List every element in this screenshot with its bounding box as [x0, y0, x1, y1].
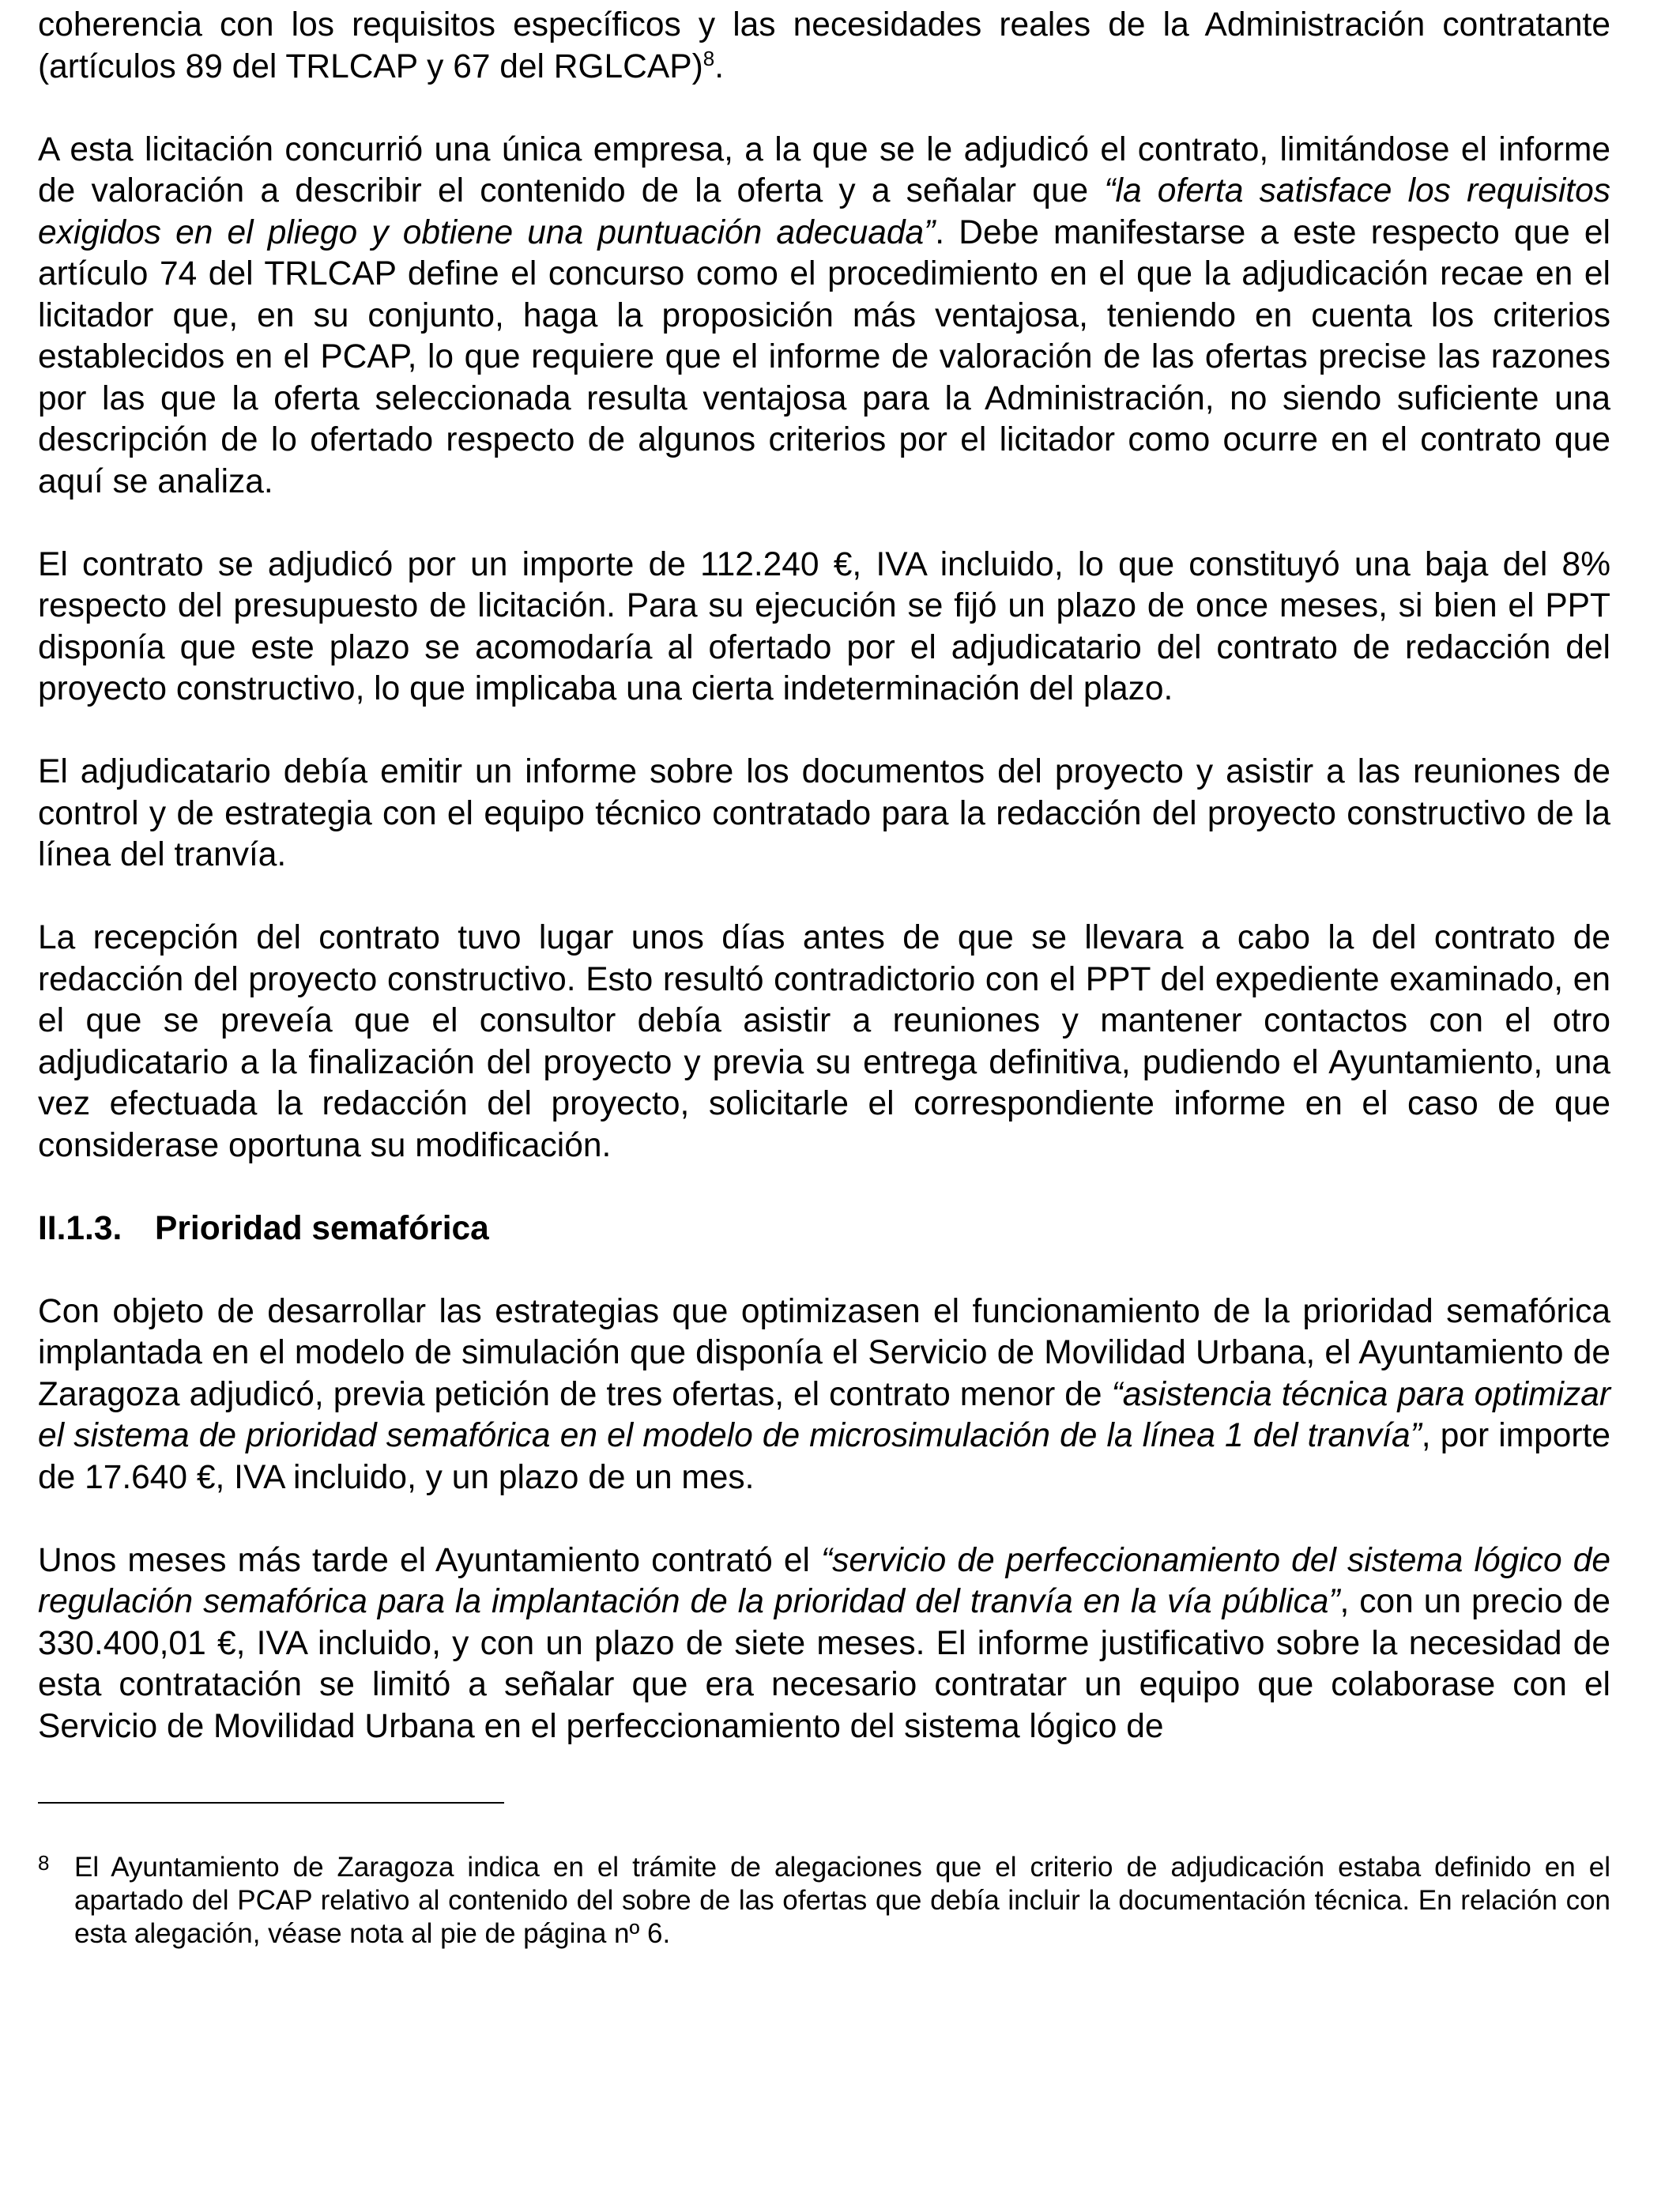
paragraph [38, 1540, 1610, 1748]
quoted-text: “la oferta satisface los requisitos exigidos en el pliego y obtiene una puntuación adecuada” [38, 172, 1610, 251]
section-heading-title: Prioridad semafórica [155, 1209, 489, 1247]
footnote [38, 1851, 1610, 1951]
paragraph [38, 752, 1610, 876]
text-run: Unos meses más tarde el Ayuntamiento contrató el [38, 1541, 822, 1579]
document-page [38, 5, 1610, 1789]
paragraph [38, 918, 1610, 1167]
text-run: La recepción del contrato tuvo lugar unos días antes de que se llevara a cabo la del contrato de redacción del proyecto constructivo. Esto resultó contradictorio con el PPT del expediente examinado, en el que se preveía que el consultor debía asistir a reuniones y mantener contactos con el otro adjudicatario a la finalización del proyecto y previa su entrega definitiva, pudiendo el Ayuntamiento, una vez efectuada la redacción del proyecto, solicitarle el correspondiente informe en el caso de que considerase oportuna su modificación. [38, 919, 1610, 1164]
section-heading-number: II.1.3. [38, 1209, 122, 1247]
text-run: . [714, 47, 725, 85]
text-run: El adjudicatario debía emitir un informe sobre los documentos del proyecto y asistir a las reuniones de control y de estrategia con el equipo técnico contratado para la redacción del proyecto constructivo de la línea del tranvía. [38, 753, 1610, 873]
footnote-mark: 8 [38, 1851, 50, 1875]
footnote-separator [38, 1802, 504, 1804]
text-run: coherencia con los requisitos específicos y las necesidades reales de la Administración contratante (artículos 89 del TRLCAP y 67 del RGLCAP) [38, 6, 1610, 85]
paragraph [38, 130, 1610, 503]
text-run: Con objeto de desarrollar las estrategias que optimizasen el funcionamiento de la prioridad semafórica implantada en el modelo de simulación que disponía el Servicio de Movilidad Urbana, el Ayuntamiento de Zaragoza adjudicó, previa petición de tres ofertas, el contrato menor de [38, 1292, 1610, 1413]
footnote-text: El Ayuntamiento de Zaragoza indica en el trámite de alegaciones que el criterio de adjudicación estaba definido en el apartado del PCAP relativo al contenido del sobre de las ofertas que debía incluir la documentación técnica. En relación con esta alegación, véase nota al pie de página nº 6. [74, 1852, 1610, 1949]
text-run: El contrato se adjudicó por un importe de 112.240 €, IVA incluido, lo que constituyó una baja del 8% respecto del presupuesto de licitación. Para su ejecución se fijó un plazo de once meses, si bien el PPT disponía que este plazo se acomodaría al ofertado por el adjudicatario del contrato de redacción del proyecto constructivo, lo que implicaba una cierta indeterminación del plazo. [38, 545, 1610, 707]
body-text-after-heading [38, 1291, 1610, 1748]
text-run: , con un precio de 330.400,01 €, IVA incluido, y con un plazo de siete meses. El informe justificativo sobre la necesidad de esta contratación se limitó a señalar que era necesario contratar un equipo que colaborase con el Servicio de Movilidad Urbana en el perfeccionamiento del sistema lógico de [38, 1583, 1610, 1745]
paragraph [38, 545, 1610, 711]
section-heading [38, 1208, 1610, 1250]
text-run: A esta licitación concurrió una única empresa, a la que se le adjudicó el contrato, limitándose el informe de valoración a describir el contenido de la oferta y a señalar que [38, 130, 1610, 209]
text-run: . Debe manifestarse a este respecto que el artículo 74 del TRLCAP define el concurso como el procedimiento en el que la adjudicación recae en el licitador que, en su conjunto, haga la proposición más ventajosa, teniendo en cuenta los criterios establecidos en el PCAP, lo que requiere que el informe de valoración de las ofertas precise las razones por las que la oferta seleccionada resulta ventajosa para la Administración, no siendo suficiente una descripción de lo ofertado respecto de algunos criterios por el licitador como ocurre en el contrato que aquí se analiza. [38, 213, 1610, 500]
text-run: , por importe de 17.640 €, IVA incluido, y un plazo de un mes. [38, 1417, 1610, 1496]
quoted-text: “servicio de perfeccionamiento del sistema lógico de regulación semafórica para la implantación de la prioridad del tranvía en la vía pública” [38, 1541, 1611, 1620]
paragraph [38, 5, 1610, 88]
quoted-text: “asistencia técnica para optimizar el sistema de prioridad semafórica en el modelo de microsimulación de la línea 1 del tranvía” [38, 1375, 1610, 1454]
body-text-before-heading [38, 5, 1610, 1167]
paragraph [38, 1291, 1610, 1499]
footnote-reference: 8 [703, 46, 715, 70]
